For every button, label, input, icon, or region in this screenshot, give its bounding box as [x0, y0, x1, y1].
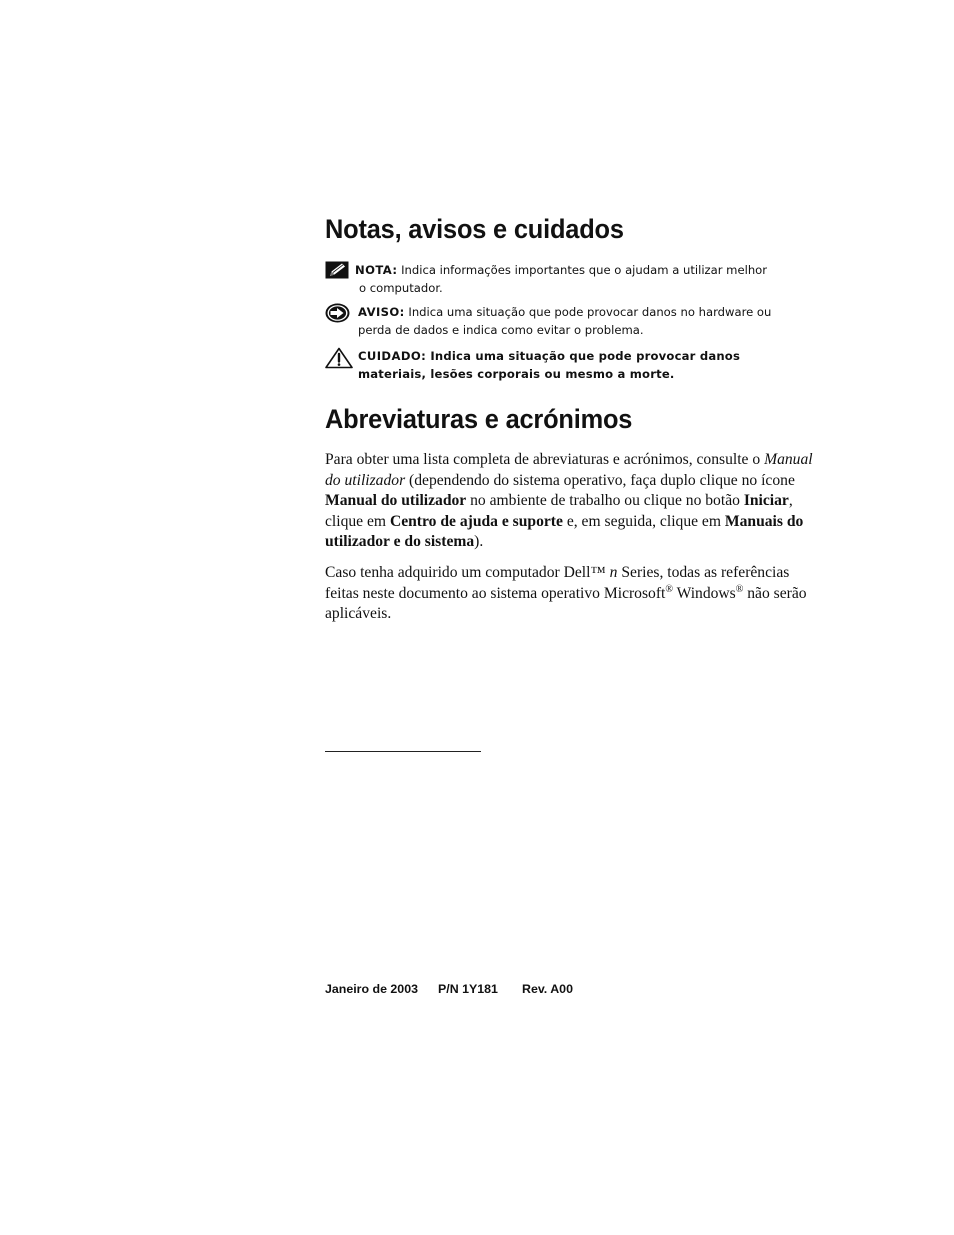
- caution-text-line1: Indica uma situação que pode provocar danos: [430, 349, 741, 363]
- notice-text-line1: Indica uma situação que pode provocar danos no hardware ou: [408, 305, 772, 319]
- start-button-name: Iniciar: [743, 492, 789, 509]
- caution-text-line2: materiais, lesões corporais ou mesmo a morte.: [358, 367, 675, 381]
- para2-text: não serão aplicáveis.: [325, 584, 807, 622]
- registered-mark: ®: [735, 583, 744, 595]
- para1-text: (dependendo do sistema operativo, faça duplo clique no ícone: [405, 471, 795, 489]
- divider-rule: [325, 751, 481, 752]
- para1-text: Para obter uma lista completa de abreviaturas e acrónimos, consulte o: [325, 451, 765, 468]
- n-series-paragraph: [325, 563, 815, 625]
- footer: [325, 982, 573, 996]
- footer-part-number: P/N 1Y181: [438, 982, 498, 996]
- warning-triangle-icon: [325, 347, 353, 374]
- para1-text: e, em seguida, clique em: [562, 512, 725, 530]
- caution-label: CUIDADO:: [358, 349, 427, 363]
- para1-text: , clique em: [325, 492, 793, 530]
- manuals-link-name: Manuais do utilizador e do sistema: [325, 512, 804, 550]
- notice-label: AVISO:: [358, 305, 405, 319]
- help-center-name: Centro de ajuda e suporte: [389, 512, 563, 530]
- pencil-note-icon: [325, 261, 349, 284]
- footer-revision: Rev. A00: [522, 982, 573, 996]
- abbreviations-heading: Abreviaturas e acrónimos: [325, 404, 633, 434]
- abbreviations-paragraph: [325, 450, 815, 553]
- notice-text-line2: perda de dados e indica como evitar o problema.: [358, 323, 644, 337]
- para2-text: Series, todas as referências feitas neste documento ao sistema operativo Microsoft: [325, 564, 790, 602]
- notes-heading: Notas, avisos e cuidados: [325, 214, 624, 244]
- arrow-notice-icon: [325, 303, 350, 328]
- manual-icon-name: Manual do utilizador: [325, 492, 467, 509]
- footer-date: Janeiro de 2003: [325, 982, 418, 996]
- para1-text: no ambiente de trabalho ou clique no botão: [466, 492, 744, 509]
- para2-text: Windows: [672, 584, 736, 602]
- para1-text: ).: [474, 533, 484, 550]
- para2-text: Caso tenha adquirido um computador Dell™: [325, 564, 610, 581]
- note-label: NOTA:: [355, 263, 398, 277]
- note-text-line1: Indica informações importantes que o ajudam a utilizar melhor: [401, 263, 768, 277]
- n-series-italic: n: [609, 564, 618, 581]
- registered-mark: ®: [665, 583, 673, 595]
- manual-title-italic: Manual do utilizador: [325, 451, 813, 489]
- note-text-line2: o computador.: [359, 281, 443, 295]
